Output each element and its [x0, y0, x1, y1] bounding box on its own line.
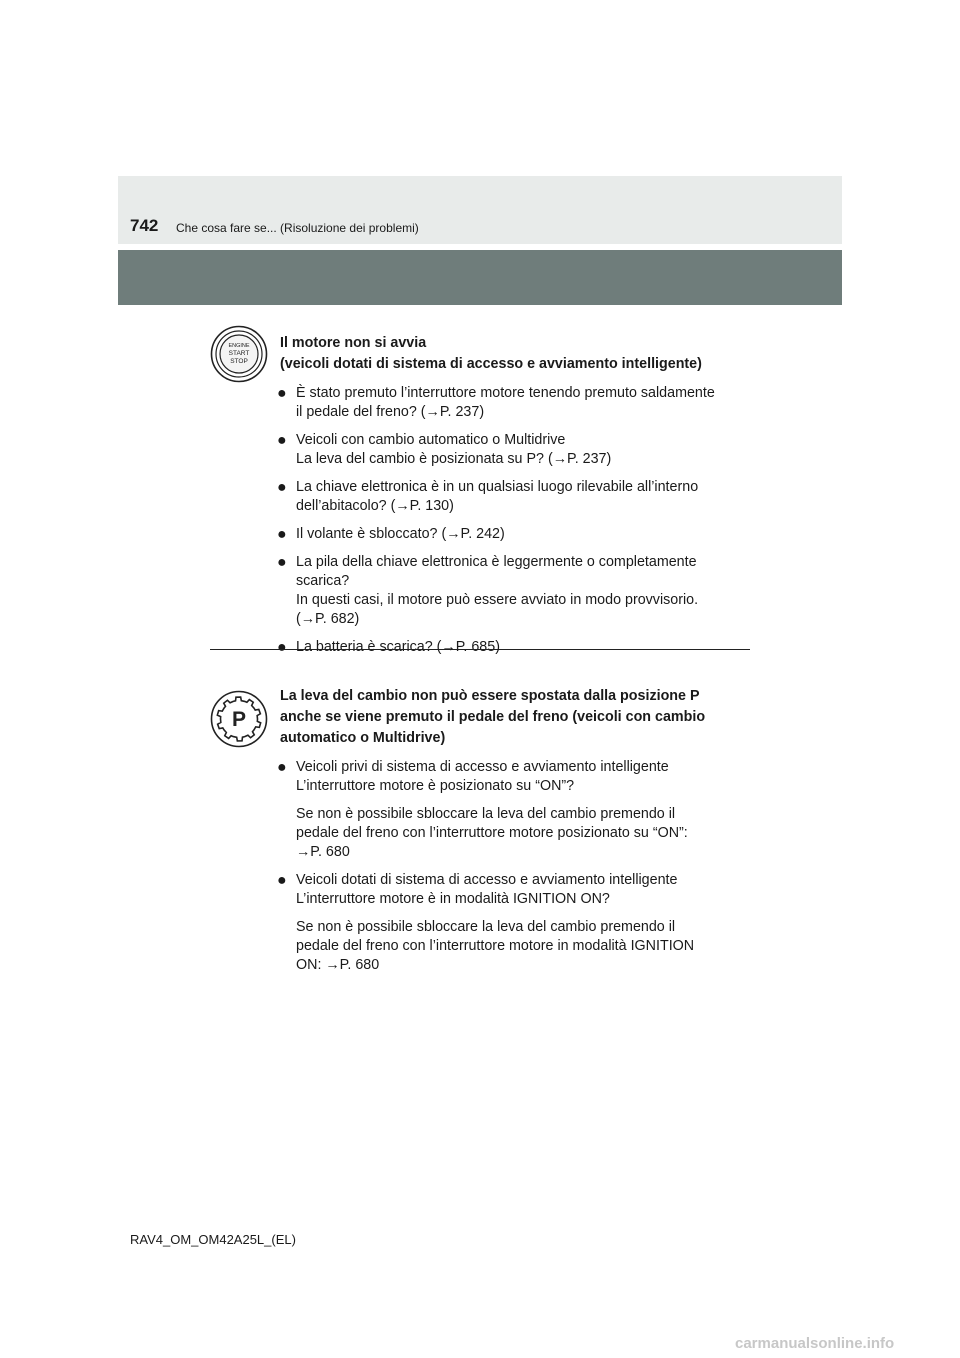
- section-engine-not-start: [277, 333, 750, 666]
- watermark: carmanualsonline.info: [735, 1335, 895, 1352]
- engine-start-stop-button-icon: [210, 325, 268, 383]
- bullet-icon: ●: [277, 479, 287, 496]
- document-code: RAV4_OM_OM42A25L_(EL): [130, 1232, 296, 1247]
- icon-label-p: P: [231, 708, 247, 731]
- section-title: Il motore non si avvia (veicoli dotati di sistema di accesso e avviamento intelligente): [280, 335, 702, 372]
- bullet-icon: ●: [277, 432, 287, 449]
- list-item: ● La chiave elettronica è in un qualsiasi luogo rilevabile all’interno dell’abitacolo? (→P. 130): [277, 479, 699, 514]
- list-item: ● Il volante è sbloccato? (→P. 242): [277, 526, 505, 543]
- list-item-detail: Se non è possibile sbloccare la leva del cambio premendo il pedale del freno con l’interruttore motore in modalità IGNITION ON: →P. 680: [296, 919, 695, 973]
- checklist: [277, 758, 750, 975]
- list-item: ● Veicoli dotati di sistema di accesso e avviamento intelligente L’interruttore motore è in modalità IGNITION ON? Se non è possibile sbloccare la leva del cambio premendo il pedale del freno con l’interruttore motore in modalità IGNITION ON: →P. 680: [280, 871, 750, 975]
- list-item-detail: Se non è possibile sbloccare la leva del cambio premendo il pedale del freno con l’interruttore motore posizionato su “ON”: →P. 680: [296, 806, 688, 860]
- icon-label-start: START: [228, 350, 250, 357]
- section-divider: [210, 649, 750, 650]
- page-number: 742: [130, 216, 159, 235]
- bullet-icon: ●: [277, 526, 287, 543]
- list-item: ● La pila della chiave elettronica è leggermente o completamente scarica? In questi casi, il motore può essere avviato in modo provvisorio. (→P. 682): [277, 554, 699, 627]
- icon-label-stop: STOP: [230, 358, 248, 365]
- list-item: ● Veicoli privi di sistema di accesso e avviamento intelligente L’interruttore motore è posizionato su “ON”? Se non è possibile sbloccare la leva del cambio premendo il pedale del freno con l’interruttore motore posizionato su “ON”: →P. 680: [280, 758, 750, 862]
- section-shift-lever-stuck: [277, 686, 750, 984]
- bullet-icon: ●: [277, 759, 287, 776]
- bullet-icon: ●: [277, 639, 287, 656]
- shift-lock-p-gear-icon: [210, 690, 268, 748]
- section-title: La leva del cambio non può essere spostata dalla posizione P anche se viene premuto il pedale del freno (veicoli con cambio automatico o Multidrive): [280, 688, 706, 746]
- list-item: ● Veicoli con cambio automatico o Multidrive La leva del cambio è posizionata su P? (→P. 237): [277, 432, 612, 467]
- checklist: [277, 384, 750, 657]
- list-item: ● È stato premuto l’interruttore motore tenendo premuto saldamente il pedale del freno? (→P. 237): [277, 385, 715, 420]
- list-item: ● La batteria è scarica? (→P. 685): [277, 639, 500, 656]
- bullet-icon: ●: [277, 872, 287, 889]
- bullet-icon: ●: [277, 554, 287, 571]
- bullet-icon: ●: [277, 385, 287, 402]
- icon-label-engine: ENGINE: [228, 343, 250, 349]
- section-band: [118, 250, 842, 305]
- chapter-title: Che cosa fare se... (Risoluzione dei problemi): [176, 221, 419, 235]
